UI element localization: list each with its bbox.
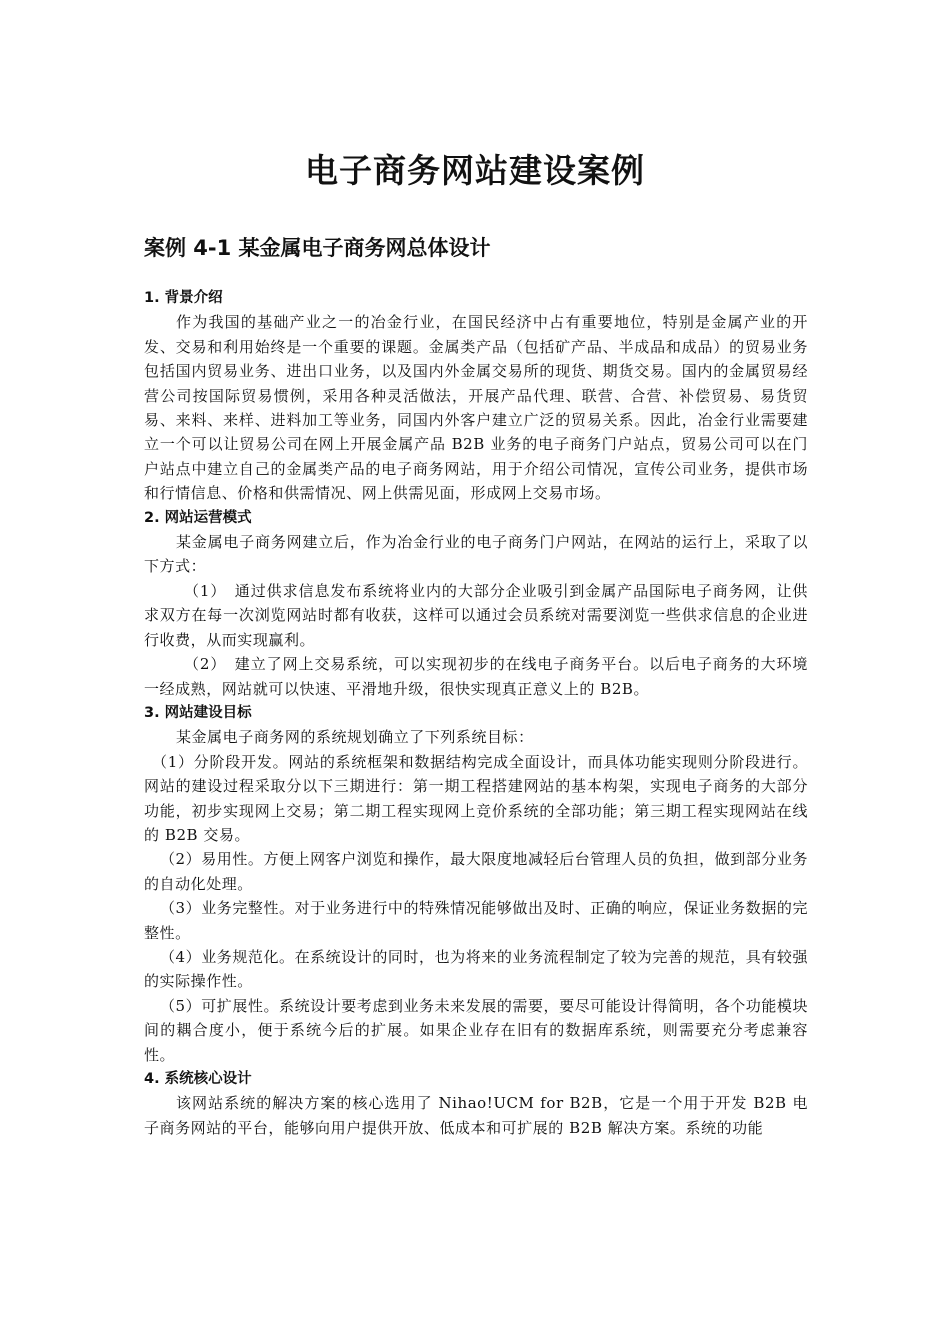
list-item: （3）业务完整性。对于业务进行中的特殊情况能够做出及时、正确的响应，保证业务数据的完整性。	[144, 899, 808, 942]
list-item: （2） 建立了网上交易系统，可以实现初步的在线电子商务平台。以后电子商务的大环境一经成熟，网站就可以快速、平滑地升级，很快实现真正意义上的 B2B。	[144, 655, 808, 698]
document-title: 电子商务网站建设案例	[305, 151, 645, 190]
list-item: （1） 通过供求信息发布系统将业内的大部分企业吸引到金属产品国际电子商务网，让供求双方在每一次浏览网站时都有收获，这样可以通过会员系统对需要浏览一些供求信息的企业进行收费，从而实现赢利。	[144, 581, 808, 649]
paragraph: 某金属电子商务网建立后，作为冶金行业的电子商务门户网站，在网站的运行上，采取了以下方式：	[144, 533, 808, 576]
paragraph: 作为我国的基础产业之一的冶金行业，在国民经济中占有重要地位，特别是金属产业的开发、交易和利用始终是一个重要的课题。金属类产品（包括矿产品、半成品和成品）的贸易业务包括国内贸易业务、进出口业务，以及国内外金属交易所的现货、期货交易。国内的金属贸易经营公司按国际贸易惯例，采用各种灵活做法，开展产品代理、联营、合营、补偿贸易、易货贸易、来料、来样、进料加工等业务，同国内外客户建立广泛的贸易关系。因此，冶金行业需要建立一个可以让贸易公司在网上开展金属产品 B2B 业务的电子商务门户站点，贸易公司可以在门户站点中建立自己的金属类产品的电子商务网站，用于介绍公司情况，宣传公司业务，提供市场和行情信息、价格和供需情况、网上供需见面，形成网上交易市场。	[144, 313, 808, 503]
document-body	[144, 286, 808, 1140]
section-heading-core-design: 4. 系统核心设计	[144, 1071, 252, 1087]
section-heading-background: 1. 背景介绍	[144, 290, 223, 306]
list-item: （5）可扩展性。系统设计要考虑到业务未来发展的需要，要尽可能设计得简明，各个功能模块间的耦合度小，便于系统今后的扩展。如果企业存在旧有的数据库系统，则需要充分考虑兼容性。	[144, 996, 808, 1064]
paragraph: 某金属电子商务网的系统规划确立了下列系统目标：	[176, 728, 534, 747]
section-heading-goals: 3. 网站建设目标	[144, 704, 252, 721]
list-item: （2）易用性。方便上网客户浏览和操作，最大限度地减轻后台管理人员的负担，做到部分业务的自动化处理。	[144, 850, 808, 893]
paragraph: 该网站系统的解决方案的核心选用了 Nihao!UCM for B2B，它是一个用于开发 B2B 电子商务网站的平台，能够向用户提供开放、低成本和可扩展的 B2B 解决方案。系统的功能	[144, 1094, 808, 1137]
list-item: （1）分阶段开发。网站的系统框架和数据结构完成全面设计，而具体功能实现则分阶段进行。网站的建设过程采取分以下三期进行：第一期工程搭建网站的基本构架，实现电子商务的大部分功能，初步实现网上交易；第二期工程实现网上竞价系统的全部功能；第三期工程实现网站在线的 B2B 交易。	[144, 752, 808, 844]
list-item: （4）业务规范化。在系统设计的同时，也为将来的业务流程制定了较为完善的规范，具有较强的实际操作性。	[144, 947, 808, 991]
section-heading-operation-mode: 2. 网站运营模式	[144, 509, 252, 526]
case-heading: 案例 4-1 某金属电子商务网总体设计	[144, 236, 491, 260]
